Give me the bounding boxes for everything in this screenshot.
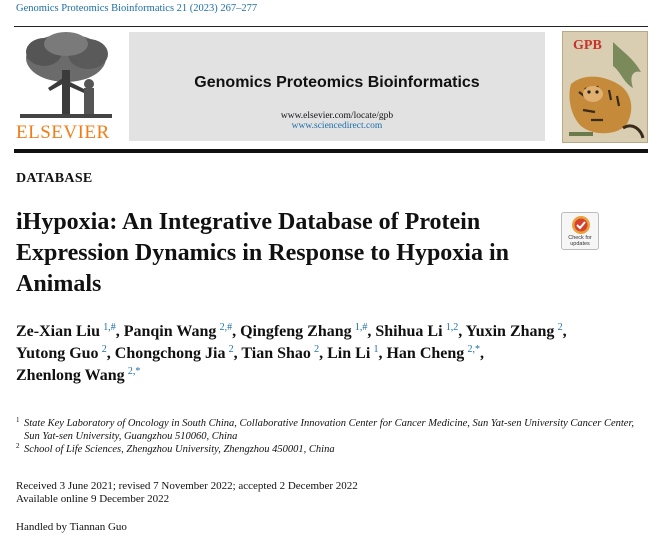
author-affiliation-marker[interactable]: 2: [228, 344, 234, 355]
article-section-label: DATABASE: [16, 171, 93, 186]
author-affiliation-marker[interactable]: 2: [101, 344, 107, 355]
author-affiliation-marker[interactable]: 1,#: [354, 322, 368, 333]
author: Tian Shao $^2$: [241, 344, 320, 362]
article-title: [16, 207, 556, 300]
affiliations: [16, 417, 636, 456]
header-thick-divider: [14, 149, 648, 153]
author: Han Cheng $^{2,*}$: [386, 344, 480, 362]
journal-banner: [129, 32, 545, 141]
crossmark-icon: [562, 213, 600, 237]
author: Chongchong Jia $^2$: [114, 344, 234, 362]
author: Yutong Guo $^2$: [16, 344, 107, 362]
author-list: Ze-Xian Liu $^{1,\#}$, Panqin Wang $^{2,\#}$, Qingfeng Zhang $^{1,\#}$, Shihua Li $^{1,2}$, Yuxin Zhang $^2$, Yutong Guo $^2$, Chongchong Jia $^2$, Tian Shao $^2$, Lin Li $^1$, Han Cheng $^{2,*}$, Zhenlong Wang $^{2,*}$: [16, 322, 567, 384]
affiliation-text: State Key Laboratory of Oncology in South China, Collaborative Innovation Center for Cancer Medicine, Sun Yat-sen University Cancer Center, Sun Yat-sen University, Guangzhou 510060, China: [24, 418, 634, 442]
elsevier-wordmark: ELSEVIER: [16, 122, 110, 143]
handling-editor: Handled by Tiannan Guo: [16, 521, 127, 533]
author-affiliation-marker[interactable]: 1,#: [103, 322, 116, 333]
author-affiliation-marker[interactable]: 1: [373, 344, 379, 355]
author: Ze-Xian Liu $^{1,\#}$: [16, 322, 116, 340]
crossmark-label: updates: [570, 241, 590, 247]
affiliation-number: 2: [16, 442, 20, 450]
received-dates: Received 3 June 2021; revised 7 November 2022; accepted 2 December 2022: [16, 480, 358, 492]
cover-gpb-label: GPB: [573, 38, 602, 53]
affiliation-number: 1: [16, 416, 20, 424]
article-title-line: Animals: [16, 271, 102, 297]
journal-name: Genomics Proteomics Bioinformatics: [194, 74, 480, 91]
author: Zhenlong Wang $^{2,*}$: [16, 366, 141, 384]
journal-cover-image: [562, 31, 648, 143]
author-affiliation-marker[interactable]: 2,*: [127, 366, 141, 377]
journal-url-link[interactable]: www.elsevier.com/locate/gpb: [280, 111, 394, 121]
sciencedirect-link[interactable]: www.sciencedirect.com: [291, 121, 383, 131]
article-title-line: Expression Dynamics in Response to Hypoxia in: [16, 240, 509, 266]
affiliation-item: [16, 443, 636, 456]
check-for-updates-button[interactable]: [561, 212, 599, 250]
journal-reference[interactable]: Genomics Proteomics Bioinformatics 21 (2023) 267–277: [16, 3, 258, 14]
crossmark-label: Check for: [568, 235, 592, 241]
author-affiliation-marker[interactable]: 2: [314, 344, 320, 355]
header-divider: [14, 26, 648, 27]
author-affiliation-marker[interactable]: 2,*: [467, 344, 480, 355]
author: Yuxin Zhang $^2$: [465, 322, 563, 340]
affiliation-item: [16, 417, 636, 443]
author-affiliation-marker[interactable]: 1,2: [445, 322, 459, 333]
author-affiliation-marker[interactable]: 2,#: [219, 322, 233, 333]
author-affiliation-marker[interactable]: 2: [557, 322, 563, 333]
author: Panqin Wang $^{2,\#}$: [123, 322, 233, 340]
available-online-date: Available online 9 December 2022: [16, 493, 170, 505]
author: Qingfeng Zhang $^{1,\#}$: [240, 322, 368, 340]
author: Shihua Li $^{1,2}$: [375, 322, 459, 340]
author: Lin Li $^1$: [327, 344, 379, 362]
affiliation-text: School of Life Sciences, Zhengzhou University, Zhengzhou 450001, China: [24, 444, 335, 455]
article-title-line: iHypoxia: An Integrative Database of Protein: [16, 209, 481, 235]
article-history: [16, 480, 358, 506]
